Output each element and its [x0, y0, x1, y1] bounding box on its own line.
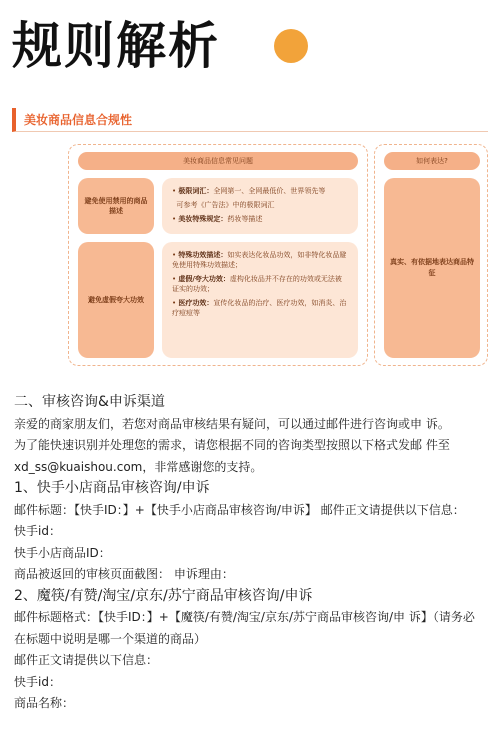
field-line: 商品被返回的审核页面截图： 申诉理由：	[14, 567, 234, 581]
right-top-bar: 如何表达?	[384, 152, 480, 170]
paragraph: 邮件正文请提供以下信息：	[14, 653, 159, 667]
row1-item: • 极限词汇：全网第一、全网最低价、世界领先等	[172, 187, 326, 195]
infographic-header	[12, 108, 488, 132]
section-heading: 二、审核咨询&申诉渠道	[14, 394, 165, 410]
field-line: 快手id：	[14, 524, 61, 538]
row2-item: • 特殊功效描述：如实表达化妆品功效，如非特化妆品避免使用特殊功效描述；	[172, 251, 347, 269]
row1-content	[162, 178, 358, 234]
field-line: 快手小店商品ID：	[14, 545, 111, 560]
body-text	[14, 392, 490, 715]
right-box: 真实、有依据地表达商品特征	[384, 178, 480, 358]
sub-heading: 1、快手小店商品审核咨询/申诉	[14, 480, 210, 496]
page-title: 规则解析	[12, 17, 220, 75]
infographic	[12, 100, 488, 368]
paragraph: 邮件标题：【快手ID：】+【快手小店商品审核咨询/申诉】 邮件正文请提供以下信息：	[14, 502, 465, 517]
paragraph: 亲爱的商家朋友们，若您对商品审核结果有疑问，可以通过邮件进行咨询或申 诉。	[14, 416, 450, 431]
paragraph: 在标题中说明是哪一个渠道的商品）	[14, 631, 207, 646]
row1-item: • 美妆特殊规定：药妆等描述	[172, 215, 263, 223]
sub-heading: 2、魔筷/有赞/淘宝/京东/苏宁商品审核咨询/申诉	[14, 587, 313, 604]
decorative-dot	[274, 29, 308, 63]
row2-item: • 医疗功效：宣传化妆品的治疗、医疗功效，如消炎、治疗痘痘等	[172, 299, 347, 317]
row1-item: 可参考《广告法》中的极限词汇	[176, 201, 275, 209]
paragraph: 为了能快速识别并处理您的需求，请您根据不同的咨询类型按照以下格式发邮 件至	[14, 438, 450, 452]
infographic-header-text: 美妆商品信息合规性	[24, 113, 133, 127]
row2-label: 避免虚假夸大功效	[78, 242, 154, 358]
paragraph: xd_ss@kuaishou.com，非常感谢您的支持。	[14, 459, 263, 474]
left-top-bar: 美妆商品信息常见问题	[78, 152, 358, 170]
field-line: 快手id：	[14, 674, 61, 689]
row1-label: 避免使用禁用的商品描述	[78, 178, 154, 234]
row2-item: • 虚假/夸大功效：虚构化妆品并不存在的功效或无法被证实的功效；	[172, 275, 342, 293]
field-line: 商品名称：	[14, 696, 75, 710]
paragraph: 邮件标题格式：【快手ID：】+【魔筷/有赞/淘宝/京东/苏宁商品审核咨询/申 诉】（请务必	[14, 610, 475, 624]
row2-content	[162, 242, 358, 358]
